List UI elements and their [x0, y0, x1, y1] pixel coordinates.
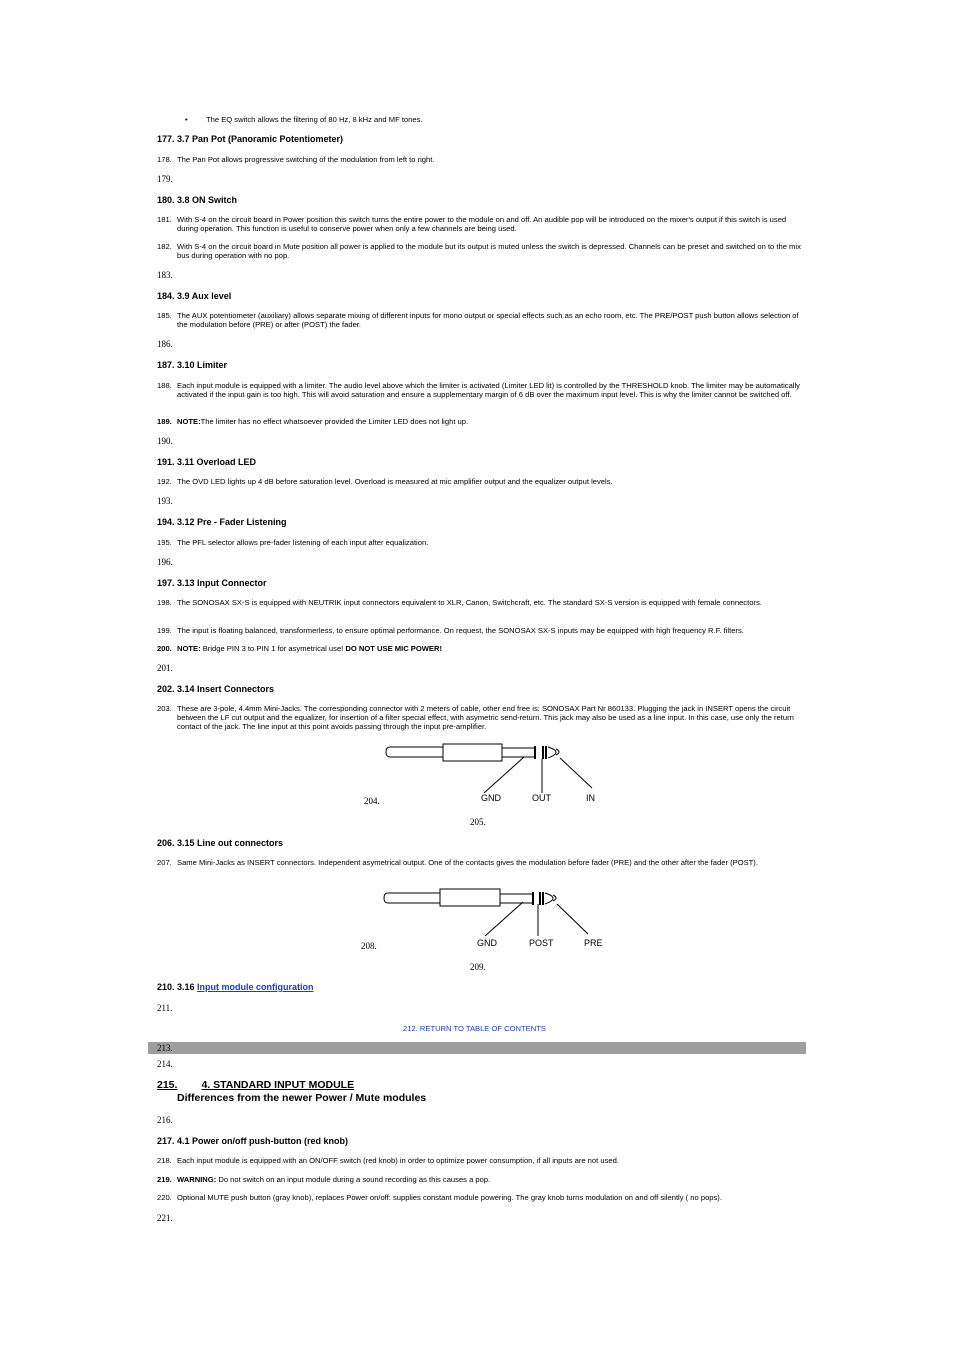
paragraph-text: The input is floating balanced, transformerless, to ensure optimal performance. On request, the SONOSAX SX-S inputs may be equipped with high frequency R.F. filters. [177, 626, 744, 635]
empty-paragraph-183: 183. [157, 270, 173, 280]
empty-paragraph-211: 211. [157, 1003, 173, 1013]
paragraph-178 [157, 155, 809, 164]
paragraph-text: The SONOSAX SX-S is equipped with NEUTRIK input connectors equivalent to XLR, Canon, Switchcraft, etc. The standard SX-S version is equipped with female connectors. [177, 598, 762, 607]
paragraph-number: 219. [157, 1175, 172, 1184]
paragraph-text: With S-4 on the circuit board in Power position this switch turns the entire power to the module on and off. An audible pop will be introduced on the mixer's output if this switch is used during operation. This function is useful to conserve power when only a few channels are being used. [177, 215, 787, 233]
section-heading-177: 177. 3.7 Pan Pot (Panoramic Potentiometer) [157, 134, 344, 144]
empty-paragraph-221: 221. [157, 1213, 173, 1223]
paragraph-number: 178. [157, 155, 172, 164]
input-module-configuration-link[interactable]: Input module configuration [197, 982, 314, 992]
gnd-label: GND [477, 938, 497, 948]
empty-paragraph-201: 201. [157, 663, 173, 673]
paragraph-number: 198. [157, 598, 172, 607]
out-label: OUT [532, 793, 551, 803]
empty-paragraph-216: 216. [157, 1115, 173, 1125]
empty-paragraph-179: 179. [157, 174, 173, 184]
pre-label: PRE [584, 938, 603, 948]
paragraph-number: 181. [157, 215, 172, 224]
figure-number-208: 208. [361, 941, 377, 951]
paragraph-number: 203. [157, 704, 172, 713]
paragraph-number: 218. [157, 1156, 172, 1165]
paragraph-220 [157, 1193, 809, 1202]
bullet-text: The EQ switch allows the filtering of 80 Hz, 8 kHz and MF tones. [206, 115, 423, 124]
paragraph-number: 220. [157, 1193, 172, 1202]
empty-paragraph-186: 186. [157, 339, 173, 349]
empty-paragraph-190: 190. [157, 436, 173, 446]
paragraph-text: Each input module is equipped with an ON/OFF switch (red knob) in order to optimize power consumption, if all inputs are not used. [177, 1156, 619, 1165]
note-label: NOTE: [177, 417, 201, 426]
paragraph-text: Each input module is equipped with a limiter. The audio level above which the limiter is activated (Limiter LED lit) is controlled by the THRESHOLD knob. The limiter may be automatically activated if the input gain is too high. This will avoid saturation and ensure a supplementary margin of 6 dB over the maximum input level. This is why the limiter cannot be switched off. [177, 381, 800, 399]
in-label: IN [586, 793, 595, 803]
paragraph-number: 199. [157, 626, 172, 635]
gray-separator-bar [148, 1042, 806, 1054]
empty-paragraph-193: 193. [157, 496, 173, 506]
figure-caption-205: 205. [470, 817, 486, 827]
section-heading-191: 191. 3.11 Overload LED [157, 457, 257, 467]
paragraph-text: Optional MUTE push button (gray knob), replaces Power on/off: supplies constant module powering. The gray knob turns modulation on and off silently ( no pops). [177, 1193, 722, 1202]
warning-emphasis: DO NOT USE MIC POWER! [345, 644, 442, 653]
section-heading-184: 184. 3.9 Aux level [157, 291, 232, 301]
empty-paragraph-214: 214. [157, 1059, 173, 1069]
paragraph-text: The PFL selector allows pre-fader listening of each input after equalization. [177, 538, 429, 547]
paragraph-text: The Pan Pot allows progressive switching of the modulation from left to right. [177, 155, 435, 164]
paragraph-number: 188. [157, 381, 172, 390]
paragraph-text: The AUX potentiometer (auxiliary) allows separate mixing of different inputs for mono output or special effects such as an echo room, etc. The PRE/POST push button allows selection of the modulation before (PRE) or after (POST) the fader. [177, 311, 799, 329]
section-heading-194: 194. 3.12 Pre - Fader Listening [157, 517, 287, 527]
paragraph-185 [157, 311, 809, 329]
paragraph-200 [157, 644, 809, 653]
paragraph-text: These are 3-pole, 4.4mm Mini-Jacks. The corresponding connector with 2 meters of cable, other end free is: SONOSAX Part Nr 860133. Plugging the jack in INSERT opens the circuit between the LF cut output and the equalizer, for insertion of a filter special effect, with asymetric send-return. This jack may also be used as a line input. In this case, use only the return contact of the jack. The line input at this point avoids passing through the input pre-amplifier. [177, 704, 794, 731]
warning-label: WARNING: [177, 1175, 217, 1184]
section-heading-197: 197. 3.13 Input Connector [157, 578, 267, 588]
paragraph-number: 185. [157, 311, 172, 320]
paragraph-text: With S-4 on the circuit board in Mute position all power is applied to the module but its output is muted unless the switch is depressed. Channels can be preset and switched on to the mix bus during operation with no pop. [177, 242, 801, 260]
figure-number-204: 204. [364, 796, 380, 806]
paragraph-198 [157, 598, 809, 607]
paragraph-181 [157, 215, 809, 233]
paragraph-number: 207. [157, 858, 172, 867]
paragraph-189 [157, 417, 809, 426]
paragraph-195 [157, 538, 809, 547]
paragraph-text: Same Mini-Jacks as INSERT connectors. Independent asymetrical output. One of the contacts gives the modulation before fader (PRE) and the other after the fader (POST). [177, 858, 758, 867]
paragraph-192 [157, 477, 809, 486]
paragraph-number: 192. [157, 477, 172, 486]
chapter-subtitle: Differences from the newer Power / Mute modules [177, 1092, 427, 1104]
paragraph-203 [157, 704, 809, 731]
figure-caption-209: 209. [470, 962, 486, 972]
section-prefix: 210. 3.16 [157, 982, 198, 992]
paragraph-text: Bridge PIN 3 to PIN 1 for asymetrical use! [200, 644, 346, 653]
paragraph-text: The limiter has no effect whatsoever provided the Limiter LED does not light up. [200, 417, 469, 426]
section-heading-206: 206. 3.15 Line out connectors [157, 838, 284, 848]
line-out-jack-diagram [378, 884, 618, 954]
paragraph-number: 182. [157, 242, 172, 251]
post-label: POST [529, 938, 554, 948]
paragraph-182 [157, 242, 809, 260]
paragraph-219 [157, 1175, 809, 1184]
empty-paragraph-213: 213. [157, 1043, 173, 1053]
note-label: NOTE: [177, 644, 201, 653]
paragraph-188 [157, 381, 809, 399]
section-heading-210 [157, 982, 314, 993]
paragraph-text: Do not switch on an input module during a sound recording as this causes a pop. [216, 1175, 491, 1184]
paragraph-number: 189. [157, 417, 172, 426]
chapter-number: 215. [157, 1079, 178, 1091]
gnd-label: GND [481, 793, 501, 803]
paragraph-text: The OVD LED lights up 4 dB before saturation level. Overload is measured at mic amplifier output and the equalizer output levels. [177, 477, 613, 486]
paragraph-207 [157, 858, 809, 867]
section-heading-180: 180. 3.8 ON Switch [157, 195, 238, 205]
return-to-toc-link[interactable]: 212. RETURN TO TABLE OF CONTENTS [403, 1024, 546, 1033]
paragraph-number: 200. [157, 644, 172, 653]
section-heading-202: 202. 3.14 Insert Connectors [157, 684, 275, 694]
chapter-heading-215 [157, 1079, 354, 1092]
paragraph-number: 195. [157, 538, 172, 547]
bullet-mark: • [185, 115, 188, 124]
chapter-title: 4. STANDARD INPUT MODULE [201, 1079, 355, 1091]
paragraph-199 [157, 626, 809, 635]
empty-paragraph-196: 196. [157, 557, 173, 567]
section-heading-187: 187. 3.10 Limiter [157, 360, 228, 370]
section-heading-217: 217. 4.1 Power on/off push-button (red knob) [157, 1136, 349, 1146]
paragraph-218 [157, 1156, 809, 1165]
